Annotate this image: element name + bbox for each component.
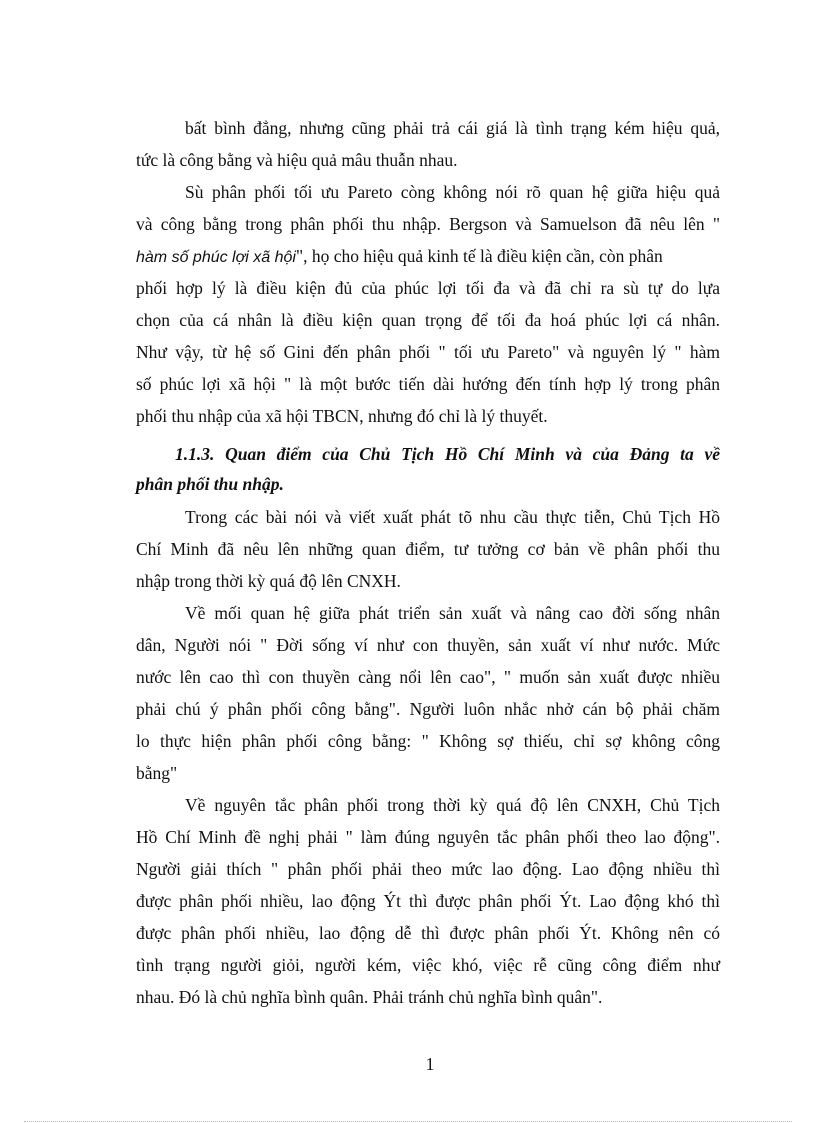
text-line: được phân phối nhiều, lao động dễ thì được phân phối Ýt. Không nên có	[136, 923, 720, 943]
text-line	[136, 245, 720, 269]
italic-term: hàm số phúc lợi xã hội	[136, 249, 296, 266]
text-line: tức là công bằng và hiệu quả mâu thuẫn nhau.	[136, 150, 458, 170]
text-line: nước lên cao thì con thuyền càng nổi lên cao", " muốn sản xuất được nhiều	[136, 667, 720, 687]
text-line: Trong các bài nói và viết xuất phát tõ nhu cầu thực tiễn, Chủ Tịch Hồ	[185, 507, 720, 527]
text-line: bằng"	[136, 763, 178, 783]
text-line: Người giải thích " phân phối phải theo mức lao động. Lao động nhiều thì	[136, 859, 720, 879]
section-heading-line: phân phối thu nhập.	[136, 474, 284, 494]
page-number: 1	[425, 1054, 435, 1074]
text-line: dân, Người nói " Đời sống ví như con thuyền, sản xuất ví như nước. Mức	[136, 635, 720, 655]
text-line: số phúc lợi xã hội " là một bước tiến dài hướng đến tính hợp lý trong phân	[136, 374, 720, 394]
text-line: tình trạng người giỏi, người kém, việc khó, việc rễ cũng công điểm như	[136, 955, 720, 975]
text-line: phối hợp lý là điều kiện đủ của phúc lợi tối đa và đã chỉ ra sù tự do lựa	[136, 278, 720, 298]
text-line: Như vậy, từ hệ số Gini đến phân phối " tối ưu Pareto" và nguyên lý " hàm	[136, 342, 720, 362]
text-line: phối thu nhập của xã hội TBCN, nhưng đó chỉ là lý thuyết.	[136, 406, 548, 426]
text-line: lo thực hiện phân phối công bằng: " Không sợ thiếu, chỉ sợ không công	[136, 731, 720, 751]
text-line-rest: ", họ cho hiệu quả kinh tế là điều kiện cần, còn phân	[295, 246, 663, 266]
text-line: và công bằng trong phân phối thu nhập. Bergson và Samuelson đã nêu lên "	[136, 214, 720, 234]
text-line: nhập trong thời kỳ quá độ lên CNXH.	[136, 571, 401, 591]
text-line: Hồ Chí Minh đề nghị phải " làm đúng nguyên tắc phân phối theo lao động".	[136, 827, 720, 847]
text-line: Sù phân phối tối ưu Pareto còng không nói rõ quan hệ giữa hiệu quả	[185, 182, 720, 202]
text-line: chọn của cá nhân là điều kiện quan trọng để tối đa hoá phúc lợi cá nhân.	[136, 310, 720, 330]
text-line: Về mối quan hệ giữa phát triển sản xuất và nâng cao đời sống nhân	[185, 603, 720, 623]
text-line: được phân phối nhiều, lao động Ýt thì được phân phối Ýt. Lao động khó thì	[136, 891, 720, 911]
text-line: phải chú ý phân phối công bằng". Người luôn nhắc nhở cán bộ phải chăm	[136, 699, 720, 719]
text-line: Về nguyên tắc phân phối trong thời kỳ quá độ lên CNXH, Chủ Tịch	[185, 795, 720, 815]
page-bottom-divider	[24, 1121, 792, 1122]
text-line: bất bình đẳng, nhưng cũng phải trả cái giá là tình trạng kém hiệu quả,	[185, 118, 720, 138]
text-line: Chí Minh đã nêu lên những quan điểm, tư tưởng cơ bản về phân phối thu	[136, 539, 720, 559]
text-line: nhau. Đó là chủ nghĩa bình quân. Phải tránh chủ nghĩa bình quân".	[136, 987, 603, 1007]
section-heading-line: 1.1.3. Quan điểm của Chủ Tịch Hồ Chí Minh và của Đảng ta về	[175, 444, 720, 464]
